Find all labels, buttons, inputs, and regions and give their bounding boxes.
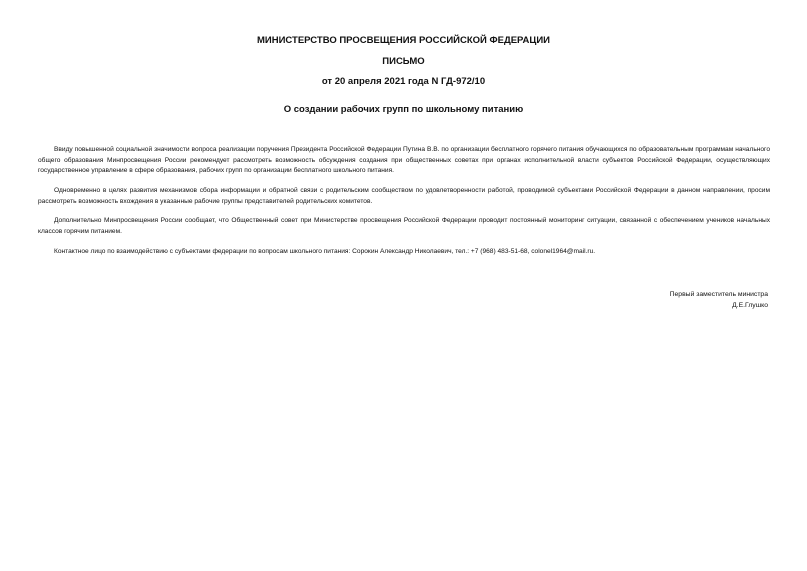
document-subject: О создании рабочих групп по школьному питанию bbox=[283, 104, 524, 115]
signature-block bbox=[670, 290, 768, 311]
paragraph-2: Одновременно в целях развития механизмов сбора информации и обратной связи с родительским сообществом по удовлетворенности работой, проводимой субъектами Российской Федерации в данном направлении, просим рассмотреть возможность вхождения в указанные рабочие группы представителей родительских комитетов. bbox=[38, 187, 770, 205]
paragraph-1: Ввиду повышенной социальной значимости вопроса реализации поручения Президента Российской Федерации Путина В.В. по организации бесплатного горячего питания обучающихся по образовательным программам начального общего образования Минпросвещения России рекомендует рассмотреть возможность обсуждения создания при общественных советах при органах исполнительной власти субъектов Российской Федерации, осуществляющих государственное управление в сфере образования, рабочих групп по организации бесплатного школьного питания. bbox=[38, 146, 770, 175]
paragraph-contact: Контактное лицо по взаимодействию с субъектами федерации по вопросам школьного питания: Сорокин Александр Николаевич, тел.: +7 (968) 483-51-68, colonel1964@mail.ru. bbox=[54, 248, 596, 255]
signatory-name: Д.Е.Глушко bbox=[732, 301, 768, 309]
paragraph-3: Дополнительно Минпросвещения России сообщает, что Общественный совет при Министерстве просвещения Российской Федерации проводит постоянный мониторинг ситуации, связанной с обеспечением учеников начальных классов горячим питанием. bbox=[38, 217, 770, 235]
ministry-title: МИНИСТЕРСТВО ПРОСВЕЩЕНИЯ РОССИЙСКОЙ ФЕДЕРАЦИИ bbox=[256, 35, 551, 46]
document-type: ПИСЬМО bbox=[382, 56, 425, 67]
signatory-position: Первый заместитель министра bbox=[669, 291, 768, 298]
document-date-number: от 20 апреля 2021 года N ГД-972/10 bbox=[321, 76, 486, 87]
